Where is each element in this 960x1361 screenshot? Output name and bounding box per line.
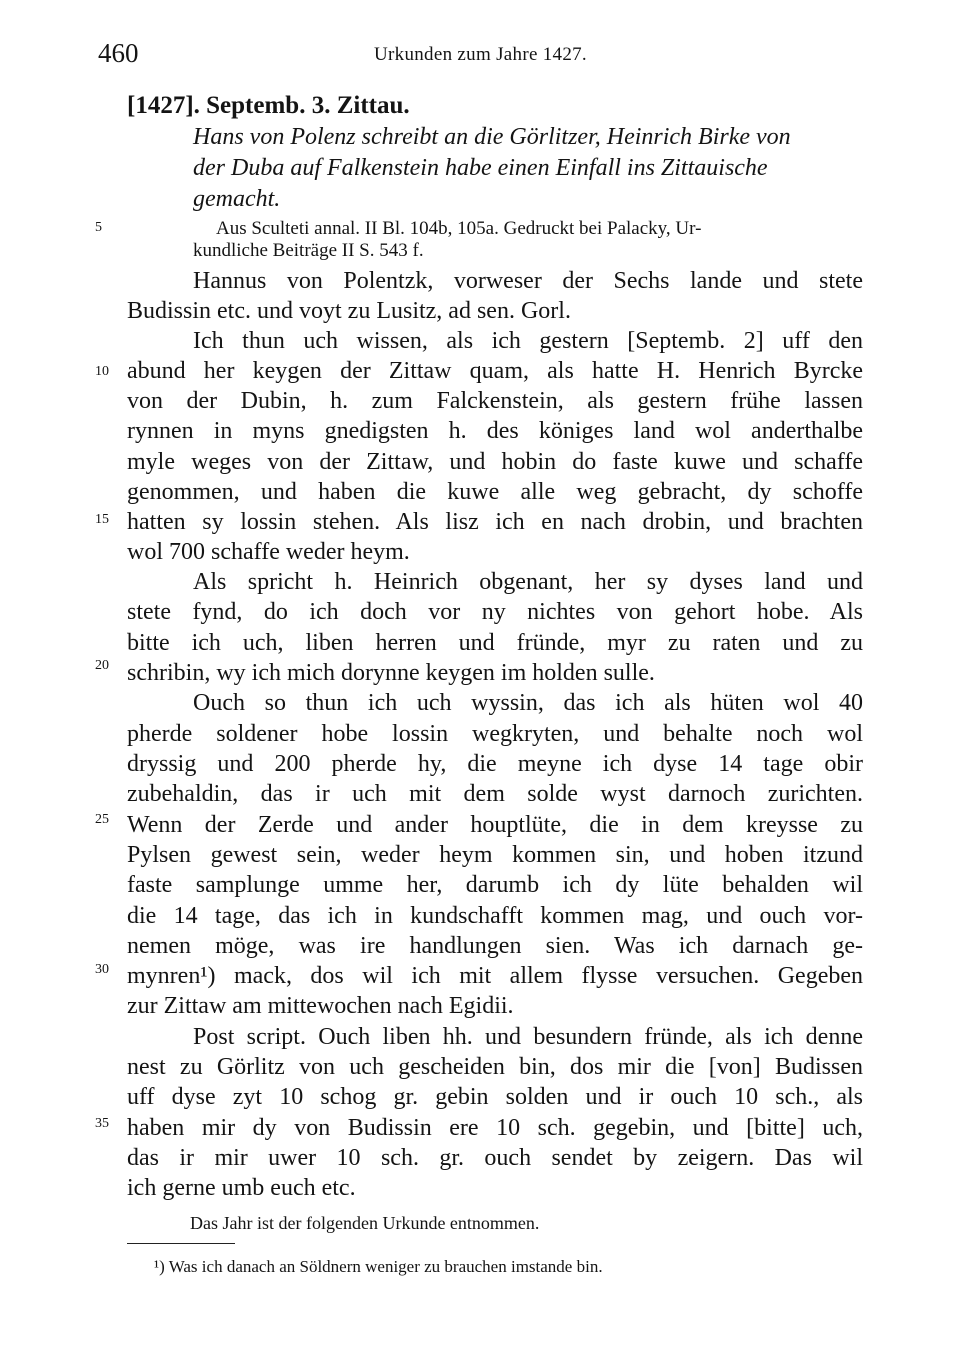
body-line: bitte ich uch, liben herren und fründe, myr zu raten und zu bbox=[127, 630, 863, 656]
body-line: Als spricht h. Heinrich obgenant, her sy dyses land und bbox=[193, 569, 863, 595]
line-number: 35 bbox=[95, 1116, 109, 1131]
line-number: 15 bbox=[95, 512, 109, 527]
closing-note: Das Jahr ist der folgenden Urkunde entnommen. bbox=[190, 1213, 540, 1233]
body-line: Wenn der Zerde und ander houptlüte, die in dem kreysse zu bbox=[127, 812, 863, 838]
body-line: mynren¹) mack, dos wil ich mit allem flysse versuchen. Gegeben bbox=[127, 963, 863, 989]
source-line: Aus Sculteti annal. II Bl. 104b, 105a. Gedruckt bei Palacky, Ur- bbox=[216, 218, 702, 239]
body-line: abund her keygen der Zittaw quam, als hatte H. Henrich Byrcke bbox=[127, 358, 863, 384]
line-number: 30 bbox=[95, 962, 109, 977]
footnote: ¹) Was ich danach an Söldnern weniger zu brauchen imstande bin. bbox=[154, 1257, 603, 1276]
body-line: dryssig und 200 pherde hy, die meyne ich dyse 14 tage obir bbox=[127, 751, 863, 777]
source-line: kundliche Beiträge II S. 543 f. bbox=[193, 240, 424, 261]
body-line: Ouch so thun ich uch wyssin, das ich als hüten wol 40 bbox=[193, 690, 863, 716]
summary-line: der Duba auf Falkenstein habe einen Einfall ins Zittauische bbox=[193, 155, 768, 181]
body-line: pherde soldener hobe lossin wegkryten, und behalte noch wol bbox=[127, 721, 863, 747]
document-heading: [1427]. Septemb. 3. Zittau. bbox=[127, 92, 410, 119]
body-line: Post script. Ouch liben hh. und besundern fründe, als ich denne bbox=[193, 1024, 863, 1050]
line-number: 25 bbox=[95, 812, 109, 827]
line-number: 5 bbox=[95, 220, 102, 235]
body-line: haben mir dy von Budissin ere 10 sch. gegebin, und [bitte] uch, bbox=[127, 1115, 863, 1141]
line-number: 20 bbox=[95, 658, 109, 673]
body-line: die 14 tage, das ich in kundschafft kommen mag, und ouch vor- bbox=[127, 903, 863, 929]
body-line: nest zu Görlitz von uch gescheiden bin, dos mir die [von] Budissen bbox=[127, 1054, 863, 1080]
body-line: von der Dubin, h. zum Falckenstein, als gestern frühe lassen bbox=[127, 388, 863, 414]
page-number: 460 bbox=[98, 38, 139, 68]
body-line: ich gerne umb euch etc. bbox=[127, 1175, 356, 1201]
summary-line: gemacht. bbox=[193, 186, 281, 212]
body-line: zubehaldin, das ir uch mit dem solde wyst darnoch zurichten. bbox=[127, 781, 863, 807]
summary-line: Hans von Polenz schreibt an die Görlitzer, Heinrich Birke von bbox=[193, 124, 791, 150]
body-line: Ich thun uch wissen, als ich gestern [Septemb. 2] uff den bbox=[193, 328, 863, 354]
body-line: Budissin etc. und voyt zu Lusitz, ad sen. Gorl. bbox=[127, 298, 571, 324]
body-line: faste samplunge umme her, darumb ich dy lüte behalden wil bbox=[127, 872, 863, 898]
body-line: wol 700 schaffe weder heym. bbox=[127, 539, 410, 565]
body-line: schribin, wy ich mich dorynne keygen im holden sulle. bbox=[127, 660, 655, 686]
body-line: nemen möge, was ire handlungen sien. Was ich darnach ge- bbox=[127, 933, 863, 959]
body-line: rynnen in myns gnedigsten h. des königes land wol anderthalbe bbox=[127, 418, 863, 444]
body-line: Pylsen gewest sein, weder heym kommen sin, und hoben itzund bbox=[127, 842, 863, 868]
body-line: myle weges von der Zittaw, und hobin do faste kuwe und schaffe bbox=[127, 449, 863, 475]
body-line: zur Zittaw am mittewochen nach Egidii. bbox=[127, 993, 514, 1019]
body-line: stete fynd, do ich doch vor ny nichtes von gehort hobe. Als bbox=[127, 599, 863, 625]
body-line: hatten sy lossin stehen. Als lisz ich en nach drobin, und brachten bbox=[127, 509, 863, 535]
body-line: Hannus von Polentzk, vorweser der Sechs lande und stete bbox=[193, 268, 863, 294]
body-line: genommen, und haben die kuwe alle weg gebracht, dy schoffe bbox=[127, 479, 863, 505]
body-line: uff dyse zyt 10 schog gr. gebin solden und ir ouch 10 sch., als bbox=[127, 1084, 863, 1110]
line-number: 10 bbox=[95, 364, 109, 379]
running-head: Urkunden zum Jahre 1427. bbox=[374, 44, 587, 65]
body-line: das ir mir uwer 10 sch. gr. ouch sendet by zeigern. Das wil bbox=[127, 1145, 863, 1171]
footnote-rule bbox=[127, 1243, 235, 1244]
